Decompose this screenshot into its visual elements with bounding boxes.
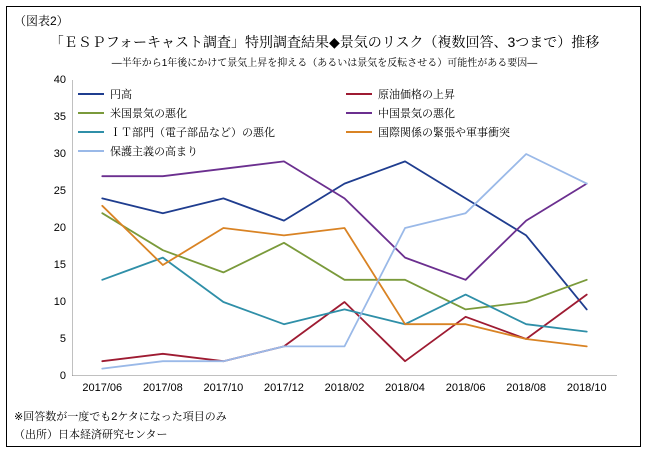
x-axis-tick-label: 2018/02 xyxy=(324,382,365,394)
footnote-note: ※回答数が一度でも2ケタになった項目のみ xyxy=(14,411,227,423)
y-axis-tick-label: 35 xyxy=(53,111,66,123)
x-axis-tick-label: 2017/10 xyxy=(203,382,244,394)
series-line-0 xyxy=(102,161,586,309)
series-line-4 xyxy=(102,258,586,332)
legend-label-3: 中国景気の悪化 xyxy=(378,108,455,120)
legend-label-2: 米国景気の悪化 xyxy=(110,108,187,120)
chart-title: 「ＥＳＰフォーキャスト調査」特別調査結果◆景気のリスク（複数回答、3つまで）推移 xyxy=(49,34,600,50)
legend-label-1: 原油価格の上昇 xyxy=(378,89,455,101)
legend-label-5: 国際関係の緊張や軍事衝突 xyxy=(378,127,510,139)
legend-label-6: 保護主義の高まり xyxy=(110,146,198,158)
y-axis-tick-label: 5 xyxy=(59,333,66,345)
x-axis-tick-label: 2017/08 xyxy=(142,382,183,394)
y-axis-tick-label: 20 xyxy=(53,222,66,234)
y-axis-tick-label: 0 xyxy=(59,370,66,382)
y-axis-tick-label: 40 xyxy=(53,74,66,86)
y-axis-tick-label: 10 xyxy=(53,296,66,308)
y-axis-tick-label: 25 xyxy=(53,185,66,197)
plot-svg xyxy=(72,80,617,376)
footnote-source: （出所）日本経済研究センター xyxy=(14,429,168,441)
x-axis-tick-label: 2017/06 xyxy=(82,382,123,394)
chart-subtitle: ―半年から1年後にかけて景気上昇を抑える（あるいは景気を反転させる）可能性がある要因― xyxy=(111,58,538,69)
x-axis-tick-label: 2018/06 xyxy=(445,382,486,394)
x-axis-tick-label: 2018/04 xyxy=(385,382,425,394)
figure-number: （図表2） xyxy=(14,14,69,28)
plot-area xyxy=(53,74,617,394)
series-line-5 xyxy=(102,206,586,347)
y-axis-tick-label: 15 xyxy=(53,259,66,271)
x-axis-tick-label: 2017/12 xyxy=(264,382,304,394)
x-axis-tick-label: 2018/08 xyxy=(506,382,547,394)
legend-label-4: ＩＴ部門（電子部品など）の悪化 xyxy=(110,127,275,139)
x-axis-tick-label: 2018/10 xyxy=(566,382,607,394)
series-line-1 xyxy=(102,295,586,362)
series-line-3 xyxy=(102,161,586,279)
y-axis-tick-label: 30 xyxy=(53,148,66,160)
legend-label-0: 円高 xyxy=(110,89,132,101)
